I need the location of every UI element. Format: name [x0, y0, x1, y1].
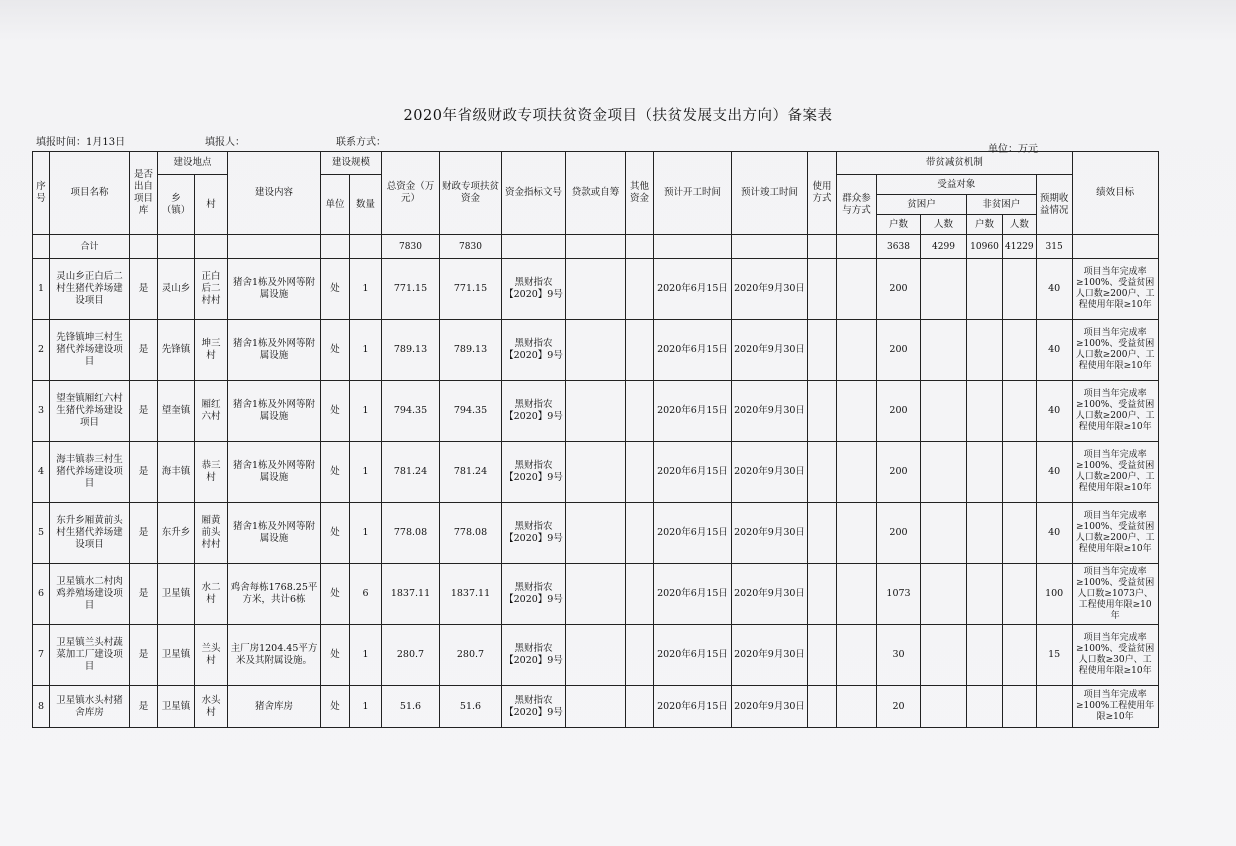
header-poor-people: 人数 — [921, 215, 967, 235]
row-income: 100 — [1036, 564, 1072, 625]
row-unit: 处 — [321, 381, 350, 442]
row-content: 猪舍库房 — [228, 686, 321, 728]
row-income: 40 — [1036, 259, 1072, 320]
document-title: 2020年省级财政专项扶贫资金项目（扶贫发展支出方向）备案表 — [403, 108, 833, 124]
row-town: 卫星镇 — [158, 625, 195, 686]
row-fiscal: 1837.11 — [440, 564, 502, 625]
table-row — [33, 564, 1159, 625]
row-name: 海丰镇恭三村生猪代养场建设项目 — [50, 442, 130, 503]
header-other: 其他资金 — [626, 152, 654, 235]
header-start: 预计开工时间 — [654, 152, 732, 235]
row-doc: 黑财指农【2020】9号 — [502, 259, 566, 320]
row-qty: 1 — [350, 686, 382, 728]
row-qty: 1 — [350, 503, 382, 564]
row-seq: 8 — [33, 686, 50, 728]
header-qty: 数量 — [350, 175, 382, 235]
row-lib: 是 — [130, 564, 158, 625]
row-goal: 项目当年完成率≥100%、受益贫困人口数≥200户、工程使用年限≥10年 — [1072, 381, 1158, 442]
table-row — [33, 625, 1159, 686]
row-unit: 处 — [321, 625, 350, 686]
row-name: 望奎镇厢红六村生猪代养场建设项目 — [50, 381, 130, 442]
unit-label: 单位：万元 — [988, 144, 1038, 155]
header-nonpoor-people: 人数 — [1003, 215, 1037, 235]
row-income: 15 — [1036, 625, 1072, 686]
row-town: 望奎镇 — [158, 381, 195, 442]
row-town: 卫星镇 — [158, 686, 195, 728]
row-village: 厢黄前头村村 — [195, 503, 228, 564]
row-village: 正白后二村村 — [195, 259, 228, 320]
row-content: 鸡舍每栋1768.25平方米，共计6栋 — [228, 564, 321, 625]
row-poor-hh: 200 — [877, 259, 921, 320]
row-end: 2020年9月30日 — [732, 564, 808, 625]
row-doc: 黑财指农【2020】9号 — [502, 503, 566, 564]
header-participation: 群众参与方式 — [837, 175, 877, 235]
header-mechanism: 带贫减贫机制 — [837, 152, 1073, 175]
header-unit: 单位 — [321, 175, 350, 235]
row-poor-hh: 30 — [877, 625, 921, 686]
row-goal: 项目当年完成率≥100%、受益贫困人口数≥200户、工程使用年限≥10年 — [1072, 320, 1158, 381]
row-town: 海丰镇 — [158, 442, 195, 503]
row-doc: 黑财指农【2020】9号 — [502, 686, 566, 728]
row-seq: 7 — [33, 625, 50, 686]
summary-poor-hh: 3638 — [877, 235, 921, 259]
table-row — [33, 686, 1159, 728]
row-poor-hh: 200 — [877, 503, 921, 564]
row-unit: 处 — [321, 320, 350, 381]
row-goal: 项目当年完成率≥100%、受益贫困人口数≥200户、工程使用年限≥10年 — [1072, 259, 1158, 320]
row-goal: 项目当年完成率≥100%工程使用年限≥10年 — [1072, 686, 1158, 728]
row-total: 789.13 — [382, 320, 440, 381]
row-total: 51.6 — [382, 686, 440, 728]
row-start: 2020年6月15日 — [654, 320, 732, 381]
summary-nonpoor-people: 41229 — [1003, 235, 1037, 259]
row-fiscal: 280.7 — [440, 625, 502, 686]
row-doc: 黑财指农【2020】9号 — [502, 564, 566, 625]
row-end: 2020年9月30日 — [732, 686, 808, 728]
row-end: 2020年9月30日 — [732, 442, 808, 503]
row-seq: 1 — [33, 259, 50, 320]
header-seq: 序号 — [33, 152, 50, 235]
row-fiscal: 789.13 — [440, 320, 502, 381]
row-unit: 处 — [321, 259, 350, 320]
row-lib: 是 — [130, 259, 158, 320]
filler-label: 填报人： — [205, 137, 245, 148]
row-qty: 6 — [350, 564, 382, 625]
row-goal: 项目当年完成率≥100%、受益贫困人口数≥200户、工程使用年限≥10年 — [1072, 442, 1158, 503]
row-fiscal: 781.24 — [440, 442, 502, 503]
row-start: 2020年6月15日 — [654, 259, 732, 320]
header-village: 村 — [195, 175, 228, 235]
table-row — [33, 503, 1159, 564]
row-name: 卫星镇水头村猪舍库房 — [50, 686, 130, 728]
row-village: 厢红六村 — [195, 381, 228, 442]
header-location: 建设地点 — [158, 152, 228, 175]
row-income: 40 — [1036, 503, 1072, 564]
row-poor-hh: 200 — [877, 320, 921, 381]
row-qty: 1 — [350, 442, 382, 503]
row-town: 东升乡 — [158, 503, 195, 564]
row-start: 2020年6月15日 — [654, 686, 732, 728]
row-lib: 是 — [130, 320, 158, 381]
row-content: 主厂房1204.45平方米及其附属设施。 — [228, 625, 321, 686]
summary-income: 315 — [1036, 235, 1072, 259]
row-total: 280.7 — [382, 625, 440, 686]
row-income: 40 — [1036, 442, 1072, 503]
header-town: 乡（镇） — [158, 175, 195, 235]
row-village: 兰头村 — [195, 625, 228, 686]
row-poor-hh: 1073 — [877, 564, 921, 625]
row-start: 2020年6月15日 — [654, 442, 732, 503]
row-name: 卫星镇兰头村蔬菜加工厂建设项目 — [50, 625, 130, 686]
row-total: 771.15 — [382, 259, 440, 320]
row-fiscal: 794.35 — [440, 381, 502, 442]
header-nonpoor: 非贫困户 — [967, 195, 1037, 215]
header-poor: 贫困户 — [877, 195, 967, 215]
row-total: 794.35 — [382, 381, 440, 442]
header-fiscal: 财政专项扶贫资金 — [440, 152, 502, 235]
row-qty: 1 — [350, 320, 382, 381]
row-seq: 3 — [33, 381, 50, 442]
row-income: 40 — [1036, 320, 1072, 381]
row-end: 2020年9月30日 — [732, 259, 808, 320]
header-beneficiary: 受益对象 — [877, 175, 1037, 195]
row-lib: 是 — [130, 381, 158, 442]
row-content: 猪舍1栋及外网等附属设施 — [228, 259, 321, 320]
header-goal: 绩效目标 — [1072, 152, 1158, 235]
row-fiscal: 778.08 — [440, 503, 502, 564]
row-village: 恭三村 — [195, 442, 228, 503]
row-village: 水头村 — [195, 686, 228, 728]
header-loan: 贷款或自筹 — [566, 152, 626, 235]
header-content: 建设内容 — [228, 152, 321, 235]
row-content: 猪舍1栋及外网等附属设施 — [228, 503, 321, 564]
row-unit: 处 — [321, 564, 350, 625]
row-qty: 1 — [350, 259, 382, 320]
row-start: 2020年6月15日 — [654, 381, 732, 442]
row-total: 778.08 — [382, 503, 440, 564]
header-name: 项目名称 — [50, 152, 130, 235]
header-doc: 资金指标文号 — [502, 152, 566, 235]
row-end: 2020年9月30日 — [732, 381, 808, 442]
row-start: 2020年6月15日 — [654, 503, 732, 564]
row-poor-hh: 200 — [877, 442, 921, 503]
summary-total: 7830 — [382, 235, 440, 259]
row-total: 1837.11 — [382, 564, 440, 625]
row-unit: 处 — [321, 686, 350, 728]
summary-label: 合计 — [50, 235, 130, 259]
row-lib: 是 — [130, 503, 158, 564]
row-fiscal: 51.6 — [440, 686, 502, 728]
row-doc: 黑财指农【2020】9号 — [502, 442, 566, 503]
row-income: 40 — [1036, 381, 1072, 442]
row-fiscal: 771.15 — [440, 259, 502, 320]
row-town: 先锋镇 — [158, 320, 195, 381]
header-is-lib: 是否出自项目库 — [130, 152, 158, 235]
header-poor-hh: 户数 — [877, 215, 921, 235]
row-name: 卫星镇水二村肉鸡养殖场建设项目 — [50, 564, 130, 625]
row-start: 2020年6月15日 — [654, 625, 732, 686]
row-content: 猪舍1栋及外网等附属设施 — [228, 320, 321, 381]
row-seq: 4 — [33, 442, 50, 503]
row-unit: 处 — [321, 442, 350, 503]
row-content: 猪舍1栋及外网等附属设施 — [228, 381, 321, 442]
table-row — [33, 442, 1159, 503]
header-nonpoor-hh: 户数 — [967, 215, 1003, 235]
summary-fiscal: 7830 — [440, 235, 502, 259]
table-row — [33, 381, 1159, 442]
row-name: 灵山乡正白后二村生猪代养场建设项目 — [50, 259, 130, 320]
row-doc: 黑财指农【2020】9号 — [502, 381, 566, 442]
project-table — [32, 151, 1159, 728]
row-village: 坤三村 — [195, 320, 228, 381]
row-doc: 黑财指农【2020】9号 — [502, 625, 566, 686]
row-lib: 是 — [130, 442, 158, 503]
header-total: 总资金（万元） — [382, 152, 440, 235]
row-qty: 1 — [350, 625, 382, 686]
row-unit: 处 — [321, 503, 350, 564]
table-row — [33, 320, 1159, 381]
row-name: 先锋镇坤三村生猪代养场建设项目 — [50, 320, 130, 381]
row-lib: 是 — [130, 686, 158, 728]
header-end: 预计竣工时间 — [732, 152, 808, 235]
row-doc: 黑财指农【2020】9号 — [502, 320, 566, 381]
table-row — [33, 259, 1159, 320]
row-poor-hh: 200 — [877, 381, 921, 442]
row-income — [1036, 686, 1072, 728]
contact-label: 联系方式： — [336, 137, 386, 148]
summary-row — [33, 235, 1159, 259]
summary-poor-people: 4299 — [921, 235, 967, 259]
header-income: 预期收益情况 — [1036, 175, 1072, 235]
fill-time: 填报时间：1月13日 — [36, 137, 126, 148]
row-end: 2020年9月30日 — [732, 625, 808, 686]
row-town: 卫星镇 — [158, 564, 195, 625]
header-scale: 建设规模 — [321, 152, 382, 175]
row-seq: 6 — [33, 564, 50, 625]
header-usage: 使用方式 — [808, 152, 837, 235]
row-qty: 1 — [350, 381, 382, 442]
row-end: 2020年9月30日 — [732, 320, 808, 381]
row-goal: 项目当年完成率≥100%、受益贫困人口数≥30户、工程使用年限≥10年 — [1072, 625, 1158, 686]
row-goal: 项目当年完成率≥100%、受益贫困人口数≥200户、工程使用年限≥10年 — [1072, 503, 1158, 564]
row-start: 2020年6月15日 — [654, 564, 732, 625]
row-poor-hh: 20 — [877, 686, 921, 728]
row-seq: 2 — [33, 320, 50, 381]
summary-nonpoor-hh: 10960 — [967, 235, 1003, 259]
row-goal: 项目当年完成率≥100%、受益贫困人口数≥1073户、工程使用年限≥10年 — [1072, 564, 1158, 625]
row-total: 781.24 — [382, 442, 440, 503]
row-end: 2020年9月30日 — [732, 503, 808, 564]
row-village: 水二村 — [195, 564, 228, 625]
row-lib: 是 — [130, 625, 158, 686]
row-town: 灵山乡 — [158, 259, 195, 320]
row-name: 东升乡厢黄前头村生猪代养场建设项目 — [50, 503, 130, 564]
row-seq: 5 — [33, 503, 50, 564]
row-content: 猪舍1栋及外网等附属设施 — [228, 442, 321, 503]
